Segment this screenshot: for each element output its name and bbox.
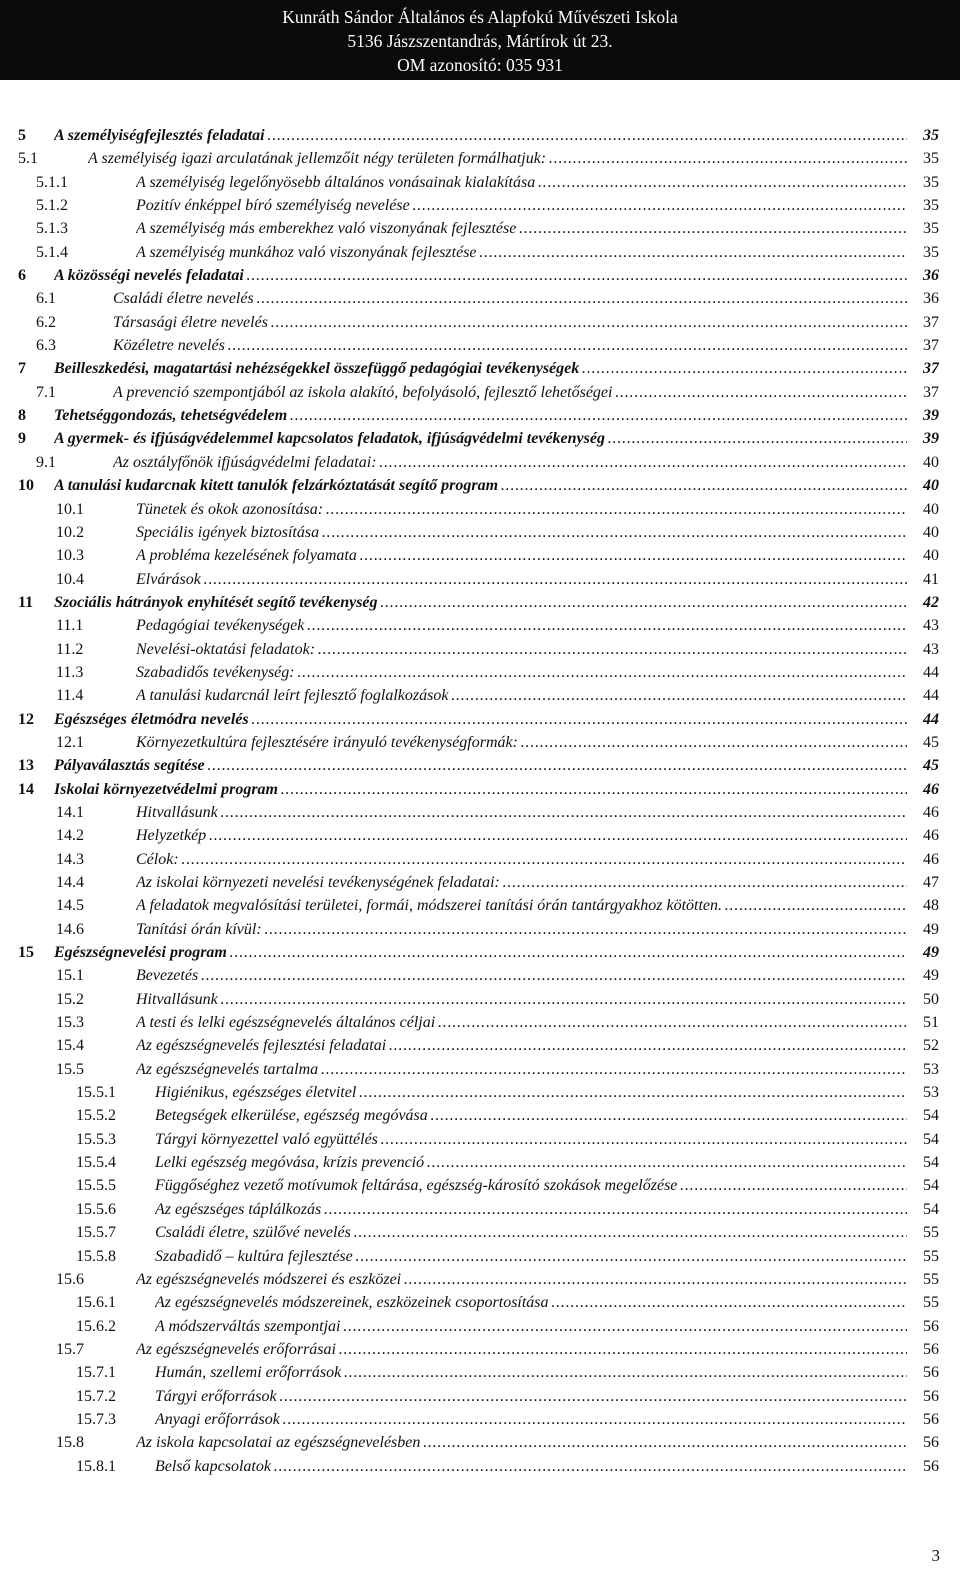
toc-entry[interactable] xyxy=(18,404,939,427)
toc-entry-title: Pedagógiai tevékenységek . . . xyxy=(136,614,907,637)
toc-entry[interactable] xyxy=(18,591,939,614)
toc-entry-title: A személyiség más emberekhez való viszonyának fejlesztése . . . xyxy=(136,217,907,240)
toc-entry[interactable] xyxy=(18,1338,939,1361)
toc-entry[interactable] xyxy=(18,474,939,497)
toc-entry-title: A testi és lelki egészségnevelés általános céljai . . . xyxy=(136,1011,907,1034)
toc-entry-page: 53 xyxy=(923,1060,939,1078)
toc-entry-page: 37 xyxy=(923,313,939,331)
toc-entry-page: 44 xyxy=(923,710,939,728)
toc-entry-page: 55 xyxy=(923,1294,939,1312)
toc-entry-page: 55 xyxy=(923,1247,939,1265)
toc-entry-title: A közösségi nevelés feladatai . . . xyxy=(54,264,907,287)
toc-entry-number: 6.1 xyxy=(36,290,56,308)
toc-entry-title: Családi életre nevelés . . . xyxy=(113,287,907,310)
toc-entry[interactable] xyxy=(18,427,939,450)
toc-entry-title: A tanulási kudarcnál leírt fejlesztő foglalkozások . . . xyxy=(136,684,907,707)
toc-entry-page: 56 xyxy=(923,1340,939,1358)
toc-entry-title: Tanítási órán kívül: . . . xyxy=(136,918,907,941)
toc-entry-title: Környezetkultúra fejlesztésére irányuló tevékenységformák: . . . xyxy=(136,731,907,754)
toc-entry-number: 15.5.8 xyxy=(76,1247,116,1265)
toc-entry-page: 49 xyxy=(923,944,939,962)
toc-entry-page: 53 xyxy=(923,1084,939,1102)
toc-entry[interactable] xyxy=(18,544,939,567)
toc-entry[interactable] xyxy=(18,684,939,707)
toc-entry[interactable] xyxy=(18,287,939,310)
toc-entry[interactable] xyxy=(18,894,939,917)
toc-entry-title: Családi életre, szülővé nevelés . . . xyxy=(155,1221,907,1244)
toc-entry-number: 15.7.3 xyxy=(76,1410,116,1428)
toc-entry-page: 37 xyxy=(923,383,939,401)
toc-entry-page: 47 xyxy=(923,874,939,891)
toc-entry-page: 49 xyxy=(923,920,939,938)
toc-entry[interactable] xyxy=(18,824,939,847)
toc-entry-page: 39 xyxy=(923,407,939,425)
toc-entry[interactable] xyxy=(18,334,939,357)
toc-entry[interactable] xyxy=(18,568,939,591)
toc-entry-number: 10 xyxy=(18,477,34,495)
toc-entry-title: Az egészséges táplálkozás . . . xyxy=(155,1198,907,1221)
toc-entry-number: 14.3 xyxy=(56,850,84,868)
toc-entry[interactable] xyxy=(18,1291,939,1314)
toc-entry-title: Nevelési-oktatási feladatok: . . . xyxy=(136,638,907,661)
toc-entry-page: 35 xyxy=(923,127,939,144)
toc-entry-number: 15.5.2 xyxy=(76,1107,116,1125)
toc-entry-number: 11.3 xyxy=(56,663,84,681)
toc-entry-page: 54 xyxy=(923,1107,939,1125)
toc-entry-title: Hitvallásunk . . . xyxy=(136,988,907,1011)
toc-entry-page: 40 xyxy=(923,453,939,471)
toc-entry-page: 42 xyxy=(923,593,939,611)
toc-entry-page: 54 xyxy=(923,1154,939,1172)
toc-entry[interactable] xyxy=(18,1361,939,1384)
toc-entry-number: 5.1.4 xyxy=(36,243,68,261)
toc-entry-page: 45 xyxy=(923,757,939,775)
toc-entry-title: Az egészségnevelés erőforrásai . . . xyxy=(136,1338,907,1361)
toc-entry-page: 49 xyxy=(923,967,939,985)
toc-entry-number: 14.5 xyxy=(56,897,84,915)
toc-entry[interactable] xyxy=(18,708,939,731)
toc-entry-title: Egészséges életmódra nevelés . . . xyxy=(54,708,907,731)
toc-entry-number: 6.3 xyxy=(36,337,56,355)
toc-entry-number: 13 xyxy=(18,757,34,775)
toc-entry-page: 46 xyxy=(923,850,939,868)
toc-entry-number: 15.8.1 xyxy=(76,1457,116,1475)
toc-entry-page: 51 xyxy=(923,1014,939,1032)
toc-entry-page: 56 xyxy=(923,1387,939,1405)
toc-entry-title: Társasági életre nevelés . . . xyxy=(113,311,907,334)
toc-entry-number: 8 xyxy=(18,407,26,425)
toc-entry-page: 46 xyxy=(923,780,939,798)
toc-entry-page: 46 xyxy=(923,803,939,821)
toc-entry-title: A személyiség legelőnyösebb általános vonásainak kialakítása . . . xyxy=(136,171,907,194)
toc-entry-number: 15.2 xyxy=(56,990,84,1008)
toc-entry-number: 15.6.1 xyxy=(76,1294,116,1312)
toc-entry-page: 40 xyxy=(923,547,939,565)
toc-entry[interactable] xyxy=(18,357,939,380)
toc-entry-number: 14 xyxy=(18,780,34,798)
toc-entry[interactable] xyxy=(18,147,939,170)
toc-entry[interactable] xyxy=(18,1081,939,1104)
toc-entry-title: A gyermek- és ifjúságvédelemmel kapcsolatos feladatok, ifjúságvédelmi tevékenység . . . xyxy=(54,427,907,450)
toc-entry-page: 35 xyxy=(923,150,939,168)
toc-entry-page: 37 xyxy=(923,337,939,355)
toc-entry-number: 14.1 xyxy=(56,803,84,821)
toc-entry-number: 5.1.2 xyxy=(36,197,68,215)
toc-entry-page: 43 xyxy=(923,617,939,635)
toc-entry[interactable] xyxy=(18,1174,939,1197)
toc-entry[interactable] xyxy=(18,1315,939,1338)
toc-entry-title: Szabadidő – kultúra fejlesztése . . . xyxy=(155,1245,907,1268)
toc-entry-title: Az egészségnevelés fejlesztési feladatai . . . xyxy=(136,1034,907,1057)
toc-entry[interactable] xyxy=(18,264,939,287)
toc-entry-title: A személyiségfejlesztés feladatai . . . xyxy=(54,124,907,147)
toc-entry-number: 12.1 xyxy=(56,733,84,751)
toc-entry-number: 15.7 xyxy=(56,1340,84,1358)
toc-entry-title: Hitvallásunk . . . xyxy=(136,801,907,824)
toc-entry-title: Speciális igények biztosítása . . . xyxy=(136,521,907,544)
toc-entry-page: 50 xyxy=(923,990,939,1008)
toc-entry-number: 15.4 xyxy=(56,1037,84,1055)
toc-entry-title: Szabadidős tevékenység: . . . xyxy=(136,661,907,684)
toc-entry-page: 55 xyxy=(923,1270,939,1288)
toc-entry-number: 5.1.3 xyxy=(36,220,68,238)
toc-entry[interactable] xyxy=(18,1128,939,1151)
toc-entry-number: 15.5.3 xyxy=(76,1130,116,1148)
toc-entry[interactable] xyxy=(18,171,939,194)
toc-entry-number: 10.3 xyxy=(56,547,84,565)
toc-entry-number: 15.5.5 xyxy=(76,1177,116,1195)
document-header xyxy=(0,0,960,80)
toc-entry-number: 10.4 xyxy=(56,570,84,588)
toc-entry[interactable] xyxy=(18,661,939,684)
toc-entry[interactable] xyxy=(18,754,939,777)
om-identifier: OM azonosító: 035 931 xyxy=(397,55,563,75)
toc-entry-page: 36 xyxy=(923,267,939,285)
toc-entry-number: 14.4 xyxy=(56,874,84,891)
toc-entry-title: Célok: . . . xyxy=(136,848,907,871)
toc-entry-number: 9.1 xyxy=(36,453,56,471)
toc-entry-number: 11 xyxy=(18,593,34,611)
toc-entry[interactable] xyxy=(18,1198,939,1221)
page-number: 3 xyxy=(931,1546,940,1565)
toc-entry[interactable] xyxy=(18,918,939,941)
toc-entry-page: 35 xyxy=(923,243,939,261)
toc-entry-title: Közéletre nevelés . . . xyxy=(113,334,907,357)
toc-entry-page: 48 xyxy=(923,897,939,915)
toc-entry-page: 54 xyxy=(923,1130,939,1148)
toc-entry-page: 56 xyxy=(923,1410,939,1428)
toc-entry-number: 6.2 xyxy=(36,313,56,331)
toc-entry[interactable] xyxy=(18,1011,939,1034)
toc-entry-page: 44 xyxy=(923,687,939,705)
toc-entry[interactable] xyxy=(18,311,939,334)
toc-entry-number: 15.7.2 xyxy=(76,1387,116,1405)
toc-entry-number: 14.6 xyxy=(56,920,84,938)
toc-entry-title: Tünetek és okok azonosítása: . . . xyxy=(136,498,907,521)
toc-entry-page: 35 xyxy=(923,197,939,215)
toc-entry[interactable] xyxy=(18,1431,939,1454)
toc-entry-page: 52 xyxy=(923,1037,939,1055)
toc-entry-page: 56 xyxy=(923,1317,939,1335)
toc-entry[interactable] xyxy=(18,1245,939,1268)
toc-entry-page: 37 xyxy=(923,360,939,378)
toc-entry-number: 15.5.4 xyxy=(76,1154,116,1172)
toc-entry-number: 10.1 xyxy=(56,500,84,518)
toc-entry-number: 5.1.1 xyxy=(36,173,68,191)
toc-entry-title: Humán, szellemi erőforrások . . . xyxy=(155,1361,907,1384)
toc-entry[interactable] xyxy=(18,194,939,217)
toc-entry-title: Helyzetkép . . . xyxy=(136,824,907,847)
toc-entry[interactable] xyxy=(18,731,939,754)
toc-entry-title: Pályaválasztás segítése . . . xyxy=(54,754,907,777)
toc-entry[interactable] xyxy=(18,1034,939,1057)
toc-entry[interactable] xyxy=(18,1385,939,1408)
toc-entry-page: 56 xyxy=(923,1364,939,1382)
toc-entry-number: 15.5 xyxy=(56,1060,84,1078)
toc-entry[interactable] xyxy=(18,241,939,264)
toc-entry-number: 9 xyxy=(18,430,26,448)
toc-entry-title: Bevezetés . . . xyxy=(136,964,907,987)
toc-entry[interactable] xyxy=(18,381,939,404)
toc-entry[interactable] xyxy=(18,521,939,544)
toc-entry[interactable] xyxy=(18,988,939,1011)
toc-entry-page: 40 xyxy=(923,477,939,495)
toc-entry-title: Belső kapcsolatok . . . xyxy=(155,1455,907,1478)
toc-entry-number: 11.1 xyxy=(56,617,84,635)
toc-entry-title: Az iskola kapcsolatai az egészségnevelésben . . . xyxy=(136,1431,907,1454)
toc-entry[interactable] xyxy=(18,217,939,240)
toc-entry-number: 7 xyxy=(18,360,26,378)
toc-entry[interactable] xyxy=(18,871,939,894)
toc-entry-title: Elvárások . . . xyxy=(136,568,907,591)
toc-entry-page: 39 xyxy=(923,430,939,448)
toc-entry-number: 15.1 xyxy=(56,967,84,985)
toc-entry-page: 41 xyxy=(923,570,939,588)
toc-entry[interactable] xyxy=(18,848,939,871)
toc-entry-number: 15.8 xyxy=(56,1434,84,1452)
toc-entry-title: Betegségek elkerülése, egészség megóvása . . . xyxy=(155,1104,907,1127)
toc-entry[interactable] xyxy=(18,498,939,521)
toc-entry-number: 12 xyxy=(18,710,34,728)
toc-entry[interactable] xyxy=(18,1104,939,1127)
toc-entry-number: 14.2 xyxy=(56,827,84,845)
toc-entry-title: Tehetséggondozás, tehetségvédelem . . . xyxy=(54,404,907,427)
toc-entry[interactable] xyxy=(18,941,939,964)
toc-entry-number: 7.1 xyxy=(36,383,56,401)
toc-entry[interactable] xyxy=(18,638,939,661)
toc-entry-number: 5.1 xyxy=(18,150,38,168)
toc-entry-title: A tanulási kudarcnak kitett tanulók felzárkóztatását segítő program . . . xyxy=(54,474,907,497)
toc-entry[interactable] xyxy=(18,1268,939,1291)
toc-entry-number: 15.5.7 xyxy=(76,1224,116,1242)
toc-entry-title: Lelki egészség megóvása, krízis prevenció . . . xyxy=(155,1151,907,1174)
toc-entry-title: Beilleszkedési, magatartási nehézségekkel összefüggő pedagógiai tevékenységek . . . xyxy=(54,357,907,380)
toc-entry-title: Függőséghez vezető motívumok feltárása, egészség-károsító szokások megelőzése . . . xyxy=(155,1174,907,1197)
toc-entry-title: A személyiség munkához való viszonyának fejlesztése . . . xyxy=(136,241,907,264)
toc-entry-page: 36 xyxy=(923,290,939,308)
toc-entry-number: 15.6.2 xyxy=(76,1317,116,1335)
toc-entry-page: 55 xyxy=(923,1224,939,1242)
toc-entry-title: Tárgyi erőforrások . . . xyxy=(155,1385,907,1408)
toc-entry-title: Pozitív énképpel bíró személyiség nevelése . . . xyxy=(136,194,907,217)
toc-entry[interactable] xyxy=(18,451,939,474)
toc-entry-page: 43 xyxy=(923,640,939,658)
toc-entry-title: Az iskolai környezeti nevelési tevékenységének feladatai: . . . xyxy=(136,871,907,894)
toc-entry-page: 44 xyxy=(923,663,939,681)
toc-entry-number: 11.4 xyxy=(56,687,84,705)
toc-entry-title: A módszerváltás szempontjai . . . xyxy=(155,1315,907,1338)
toc-entry-title: Az egészségnevelés tartalma . . . xyxy=(136,1058,907,1081)
toc-entry-title: Az osztályfőnök ifjúságvédelmi feladatai: . . . xyxy=(113,451,907,474)
toc-entry-number: 5 xyxy=(18,127,26,144)
school-address: 5136 Jászszentandrás, Mártírok út 23. xyxy=(347,31,613,51)
toc-entry-title: Higiénikus, egészséges életvitel . . . xyxy=(155,1081,907,1104)
toc-entry-page: 40 xyxy=(923,523,939,541)
toc-entry-title: Szociális hátrányok enyhítését segítő tevékenység . . . xyxy=(54,591,907,614)
toc-entry[interactable] xyxy=(18,124,939,147)
toc-entry-page: 35 xyxy=(923,173,939,191)
table-of-contents xyxy=(18,124,939,1478)
toc-entry-number: 15.5.6 xyxy=(76,1200,116,1218)
toc-entry-number: 10.2 xyxy=(56,523,84,541)
toc-entry-page: 56 xyxy=(923,1457,939,1475)
toc-entry-title: Anyagi erőforrások . . . xyxy=(155,1408,907,1431)
toc-entry-number: 11.2 xyxy=(56,640,84,658)
toc-entry-title: A személyiség igazi arculatának jellemzőit négy területen formálhatjuk: . . . xyxy=(88,147,907,170)
toc-entry-title: A prevenció szempontjából az iskola alakító, befolyásoló, fejlesztő lehetőségei . . . xyxy=(113,381,907,404)
toc-entry[interactable] xyxy=(18,1058,939,1081)
toc-entry-page: 54 xyxy=(923,1200,939,1218)
toc-entry-title: Az egészségnevelés módszereinek, eszközeinek csoportosítása . . . xyxy=(155,1291,907,1314)
toc-entry-page: 56 xyxy=(923,1434,939,1452)
toc-entry[interactable] xyxy=(18,801,939,824)
toc-entry[interactable] xyxy=(18,1221,939,1244)
toc-entry[interactable] xyxy=(18,1455,939,1478)
toc-entry-title: Az egészségnevelés módszerei és eszközei . . . xyxy=(136,1268,907,1291)
toc-entry[interactable] xyxy=(18,778,939,801)
toc-entry-title: A feladatok megvalósítási területei, formái, módszerei tanítási órán tantárgyakhoz kötötten. . . . xyxy=(136,894,907,917)
toc-entry-title: A probléma kezelésének folyamata . . . xyxy=(136,544,907,567)
toc-entry-number: 15.5.1 xyxy=(76,1084,116,1102)
toc-entry[interactable] xyxy=(18,614,939,637)
toc-entry-page: 45 xyxy=(923,733,939,751)
school-name: Kunráth Sándor Általános és Alapfokú Művészeti Iskola xyxy=(282,7,678,27)
toc-entry-number: 15.3 xyxy=(56,1014,84,1032)
toc-entry-number: 15.7.1 xyxy=(76,1364,116,1382)
toc-entry[interactable] xyxy=(18,1408,939,1431)
toc-entry-number: 15.6 xyxy=(56,1270,84,1288)
toc-entry[interactable] xyxy=(18,1151,939,1174)
toc-entry-title: Iskolai környezetvédelmi program . . . xyxy=(54,778,907,801)
toc-entry-page: 46 xyxy=(923,827,939,845)
toc-entry[interactable] xyxy=(18,964,939,987)
toc-entry-number: 6 xyxy=(18,267,26,285)
toc-entry-title: Tárgyi környezettel való együttélés . . . xyxy=(155,1128,907,1151)
toc-entry-page: 54 xyxy=(923,1177,939,1195)
toc-entry-number: 15 xyxy=(18,944,34,962)
toc-entry-page: 40 xyxy=(923,500,939,518)
toc-entry-page: 35 xyxy=(923,220,939,238)
toc-entry-title: Egészségnevelési program . . . xyxy=(54,941,907,964)
